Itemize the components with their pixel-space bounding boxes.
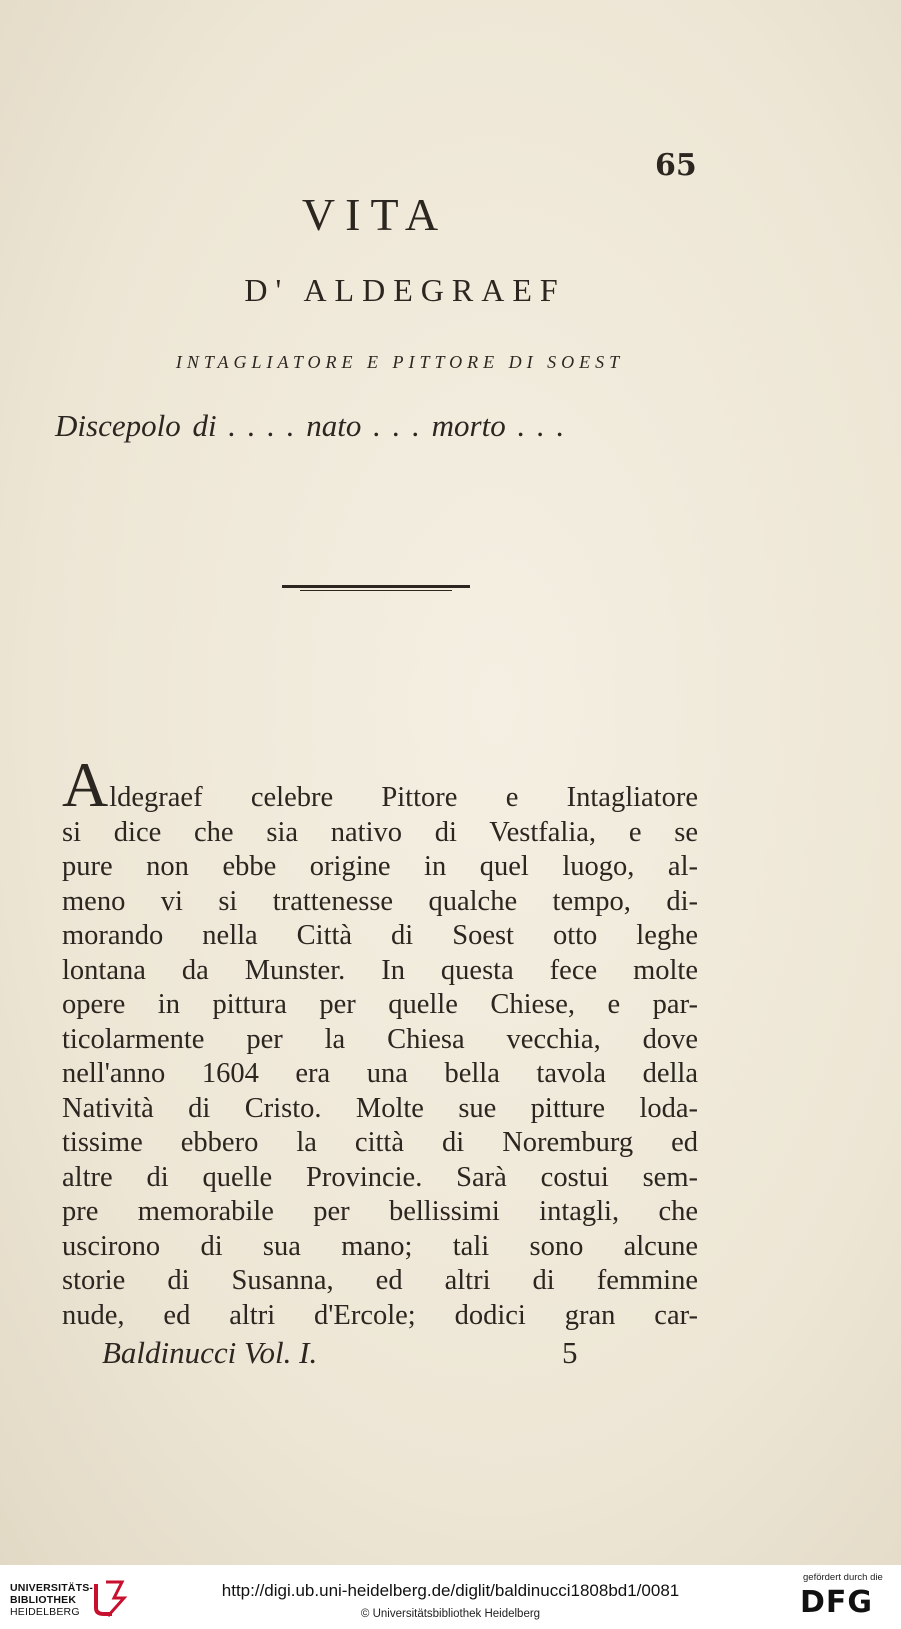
copyright-notice: © Universitätsbibliothek Heidelberg (360, 1608, 541, 1620)
viewer-footer-bar (0, 1565, 901, 1629)
body-line: ticolarmente per la Chiesa vecchia, dove (62, 1023, 698, 1055)
library-name-line3: HEIDELBERG (10, 1606, 80, 1618)
permalink-url[interactable]: http://digi.ub.uni-heidelberg.de/diglit/baldinucci1808bd1/0081 (221, 1581, 680, 1600)
chapter-title: VITA (301, 189, 449, 240)
biographical-line: Discepolo di . . . . nato . . . morto . . . (55, 408, 565, 443)
body-line: nude, ed altri d'Ercole; dodici gran car- (62, 1299, 698, 1331)
body-line: altre di quelle Provincie. Sarà costui sem- (62, 1161, 698, 1193)
body-line: tissime ebbero la città di Noremburg ed (62, 1127, 698, 1158)
page-number: 65 (655, 148, 697, 183)
body-line: meno vi si trattenesse qualche tempo, di- (62, 885, 698, 917)
chapter-subtitle: D' ALDEGRAEF (244, 272, 566, 308)
body-line-first (62, 749, 698, 820)
drop-cap: A (62, 749, 109, 820)
chapter-subtitle-profession: INTAGLIATORE E PITTORE DI SOEST (175, 352, 625, 372)
footer-signature-number: 5 (562, 1335, 578, 1370)
body-line: Natività di Cristo. Molte sue pitture loda- (62, 1092, 698, 1124)
body-line: opere in pittura per quelle Chiese, e par- (62, 989, 698, 1020)
library-name-line1: UNIVERSITÄTS- (10, 1582, 94, 1594)
dfg-logo: DFG (800, 1585, 874, 1620)
body-line: morando nella Città di Soest otto leghe (62, 920, 698, 951)
ornamental-rule-thin (300, 590, 452, 591)
body-line: uscirono di sua mano; tali sono alcune (62, 1230, 698, 1262)
body-line: nell'anno 1604 era una bella tavola della (62, 1058, 698, 1089)
body-line: pure non ebbe origine in quel luogo, al- (62, 851, 698, 882)
body-line: lontana da Munster. In questa fece molte (62, 954, 698, 986)
body-line: storie di Susanna, ed altri di femmine (62, 1265, 698, 1296)
funding-label: gefördert durch die (803, 1572, 883, 1583)
ornamental-rule (282, 585, 470, 588)
body-text (62, 749, 698, 1333)
library-name-line2: BIBLIOTHEK (10, 1594, 77, 1606)
footer-signature: Baldinucci Vol. I. (102, 1335, 318, 1370)
body-line: si dice che sia nativo di Vestfalia, e se (62, 816, 698, 848)
body-line-first-rest: ldegraef celebre Pittore e Intagliatore (109, 782, 698, 813)
body-line: pre memorabile per bellissimi intagli, che (62, 1196, 698, 1227)
